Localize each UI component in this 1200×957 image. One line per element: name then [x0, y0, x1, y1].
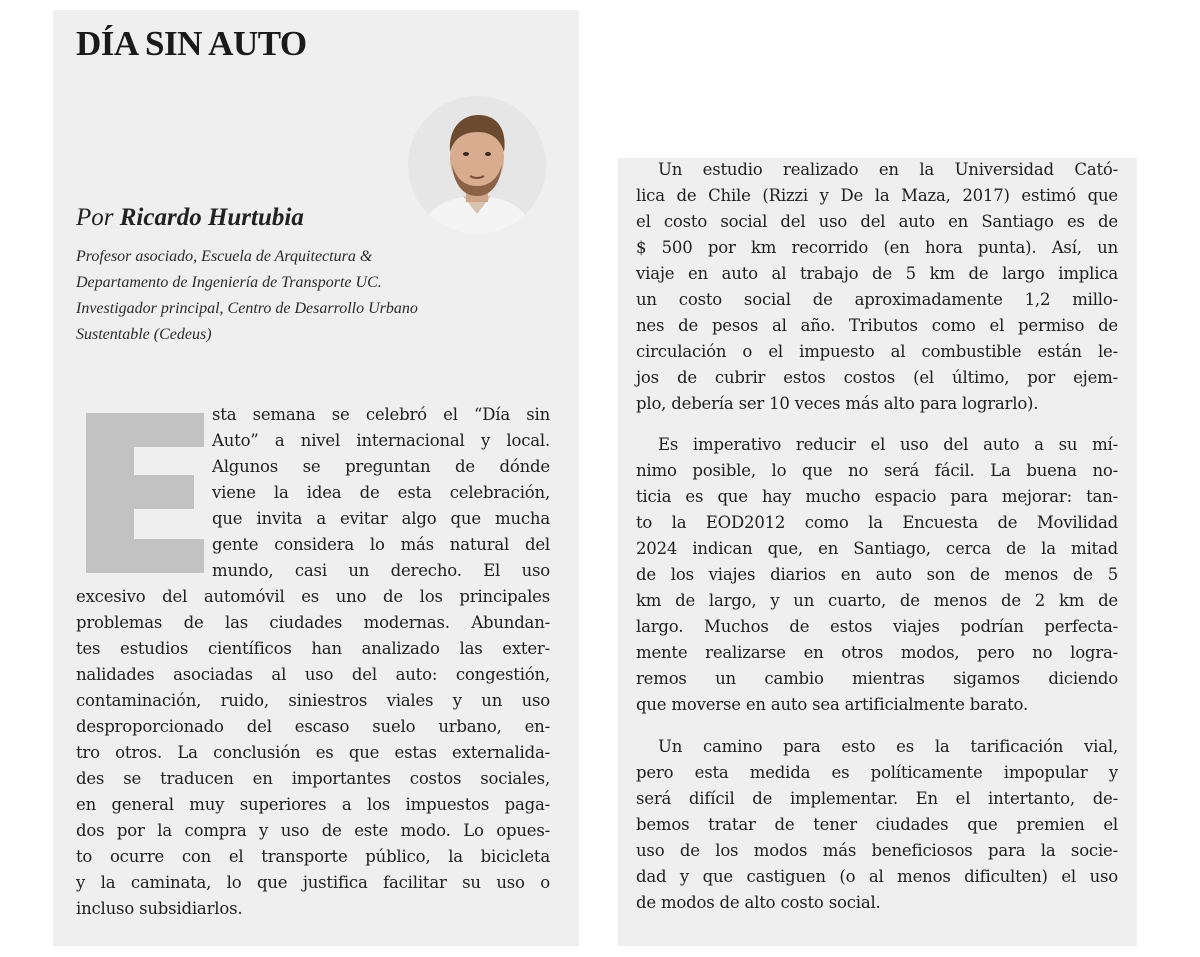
affiliation-line: Profesor asociado, Escuela de Arquitectura & — [76, 248, 373, 265]
text-line: Un estudio realizado en la Universidad Cató- — [658, 160, 1118, 179]
text-line: Algunos se preguntan de dónde — [212, 457, 550, 476]
text-line: to la EOD2012 como la Encuesta de Movilidad — [636, 513, 1118, 532]
text-line: 2024 indican que, en Santiago, cerca de la mitad — [636, 539, 1118, 558]
author-name: Ricardo Hurtubia — [119, 204, 304, 231]
byline-prefix: Por — [76, 204, 114, 231]
text-line: km de largo, y un cuarto, de menos de 2 km de — [636, 591, 1118, 610]
text-line: un costo social de aproximadamente 1,2 millo- — [636, 290, 1118, 309]
byline — [76, 202, 304, 234]
text-line: contaminación, ruido, siniestros viales y un uso — [76, 691, 550, 710]
text-line: des se traducen en importantes costos sociales, — [76, 769, 550, 788]
text-line: nalidades asociadas al uso del auto: congestión, — [76, 665, 550, 684]
text-line: ticia es que hay mucho espacio para mejorar: tan- — [636, 487, 1118, 506]
text-line: uso de los modos más beneficiosos para la socie- — [636, 841, 1118, 860]
text-line: que invita a evitar algo que mucha — [212, 509, 550, 528]
right-paragraph-2 — [636, 432, 1118, 718]
text-line: $ 500 por km recorrido (en hora punta). Así, un — [636, 238, 1118, 257]
text-line: que moverse en auto sea artificialmente barato. — [636, 695, 1029, 714]
text-line: excesivo del automóvil es uno de los principales — [76, 587, 550, 606]
text-line: tes estudios científicos han analizado las exter- — [76, 639, 550, 658]
text-line: nes de pesos al año. Tributos como el permiso de — [636, 316, 1118, 335]
text-line: mente realizarse en otros modos, pero no logra- — [636, 643, 1118, 662]
text-line: problemas de las ciudades modernas. Abundan- — [76, 613, 550, 632]
text-line: dad y que castiguen (o al menos dificulten) el uso — [636, 867, 1118, 886]
text-line: desproporcionado del escaso suelo urbano, en- — [76, 717, 550, 736]
affiliation-line: Sustentable (Cedeus) — [76, 326, 212, 343]
text-line: será difícil de implementar. En el intertanto, de- — [636, 789, 1118, 808]
right-paragraph-1 — [636, 157, 1118, 417]
text-line: de los viajes diarios en auto son de menos de 5 — [636, 565, 1118, 584]
headline: DÍA SIN AUTO — [76, 24, 307, 63]
affiliation-line: Investigador principal, Centro de Desarrollo Urbano — [76, 300, 418, 317]
author-portrait-icon — [408, 96, 546, 234]
text-line: sta semana se celebró el “Día sin — [212, 405, 550, 424]
text-line: bemos tratar de tener ciudades que premien el — [636, 815, 1118, 834]
text-line: tro otros. La conclusión es que estas externalida- — [76, 743, 550, 762]
drop-cap — [86, 413, 204, 573]
affiliation-line: Departamento de Ingeniería de Transporte UC. — [76, 274, 382, 291]
text-line: y la caminata, lo que justifica facilitar su uso o — [76, 873, 550, 892]
text-line: Es imperativo reducir el uso del auto a su mí- — [658, 435, 1118, 454]
text-line: Un camino para esto es la tarificación vial, — [658, 737, 1118, 756]
text-line: gente considera lo más natural del — [212, 535, 550, 554]
text-line: circulación o el impuesto al combustible están le- — [636, 342, 1118, 361]
text-line: nimo posible, lo que no será fácil. La buena no- — [636, 461, 1118, 480]
text-line: remos un cambio mientras sigamos diciendo — [636, 669, 1118, 688]
left-column-paragraph — [76, 584, 550, 922]
text-line: jos de cubrir estos costos (el último, por ejem- — [636, 368, 1118, 387]
author-affiliation — [76, 245, 556, 349]
text-line: de modos de alto costo social. — [636, 893, 881, 912]
intro-paragraph — [212, 402, 550, 584]
text-line: el costo social del uso del auto en Santiago es de — [636, 212, 1118, 231]
text-line: Auto” a nivel internacional y local. — [212, 431, 550, 450]
text-line: lica de Chile (Rizzi y De la Maza, 2017) estimó que — [636, 186, 1118, 205]
text-line: viene la idea de esta celebración, — [212, 483, 550, 502]
text-line: viaje en auto al trabajo de 5 km de largo implica — [636, 264, 1118, 283]
text-line: en general muy superiores a los impuestos paga- — [76, 795, 550, 814]
author-photo — [408, 96, 546, 234]
text-line: largo. Muchos de estos viajes podrían perfecta- — [636, 617, 1118, 636]
text-line: mundo, casi un derecho. El uso — [212, 561, 550, 580]
text-line: to ocurre con el transporte público, la bicicleta — [76, 847, 550, 866]
right-paragraph-3 — [636, 734, 1118, 916]
drop-cap-letter — [86, 413, 204, 573]
text-line: incluso subsidiarlos. — [76, 899, 243, 918]
text-line: pero esta medida es políticamente impopular y — [636, 763, 1118, 782]
text-line: plo, debería ser 10 veces más alto para lograrlo). — [636, 394, 1039, 413]
text-line: dos por la compra y uso de este modo. Lo opues- — [76, 821, 550, 840]
